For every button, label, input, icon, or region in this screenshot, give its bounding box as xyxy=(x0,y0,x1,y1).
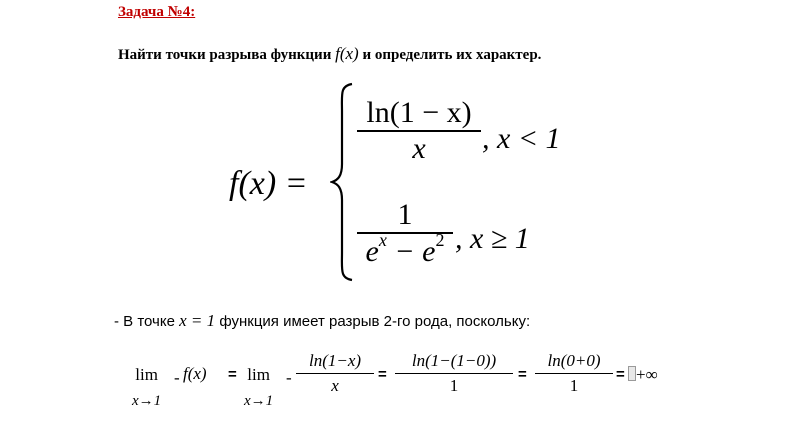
statement-text-after: и определить их характер. xyxy=(362,47,542,63)
limit-minus-1: - xyxy=(174,368,180,387)
limit-minus-2: - xyxy=(286,368,292,387)
task-statement xyxy=(118,44,541,64)
curly-brace xyxy=(330,82,354,282)
equals-1: = xyxy=(228,366,237,383)
case1-condition: , x < 1 xyxy=(482,122,561,155)
case2-denominator: $e^x - e^2$ xyxy=(365,230,445,268)
equals-2: = xyxy=(378,366,387,383)
fraction-3: ln(0+0) 1 xyxy=(535,351,613,396)
equals-3: = xyxy=(518,366,527,383)
case1-fraction xyxy=(357,96,481,166)
case2-numerator: 1 xyxy=(397,198,413,231)
case1-numerator: ln(1 − x) xyxy=(366,96,472,129)
limit-operator-1: lim x→1 xyxy=(132,365,162,409)
case2-fraction xyxy=(357,198,453,269)
discontinuity-note: - В точке x = 1 функция имеет разрыв 2-го рода, поскольку: xyxy=(114,311,531,330)
statement-function: f(x) xyxy=(335,44,359,63)
fraction-1: ln(1−x) x xyxy=(296,351,374,396)
statement-text-before: Найти точки разрыва функции xyxy=(118,47,332,63)
fraction-2: ln(1−(1−0)) 1 xyxy=(395,351,513,396)
task-title: Задача №4: xyxy=(118,4,196,20)
missing-glyph-icon xyxy=(628,366,636,381)
case1-denominator: x xyxy=(412,132,426,165)
limit-result: +∞ xyxy=(628,365,658,385)
function-lhs: f(x) = xyxy=(229,165,308,202)
limit-function: f(x) xyxy=(183,364,207,383)
equals-4: = xyxy=(616,366,625,383)
limit-operator-2: lim x→1 xyxy=(244,365,274,409)
case2-condition: , x ≥ 1 xyxy=(455,222,530,255)
